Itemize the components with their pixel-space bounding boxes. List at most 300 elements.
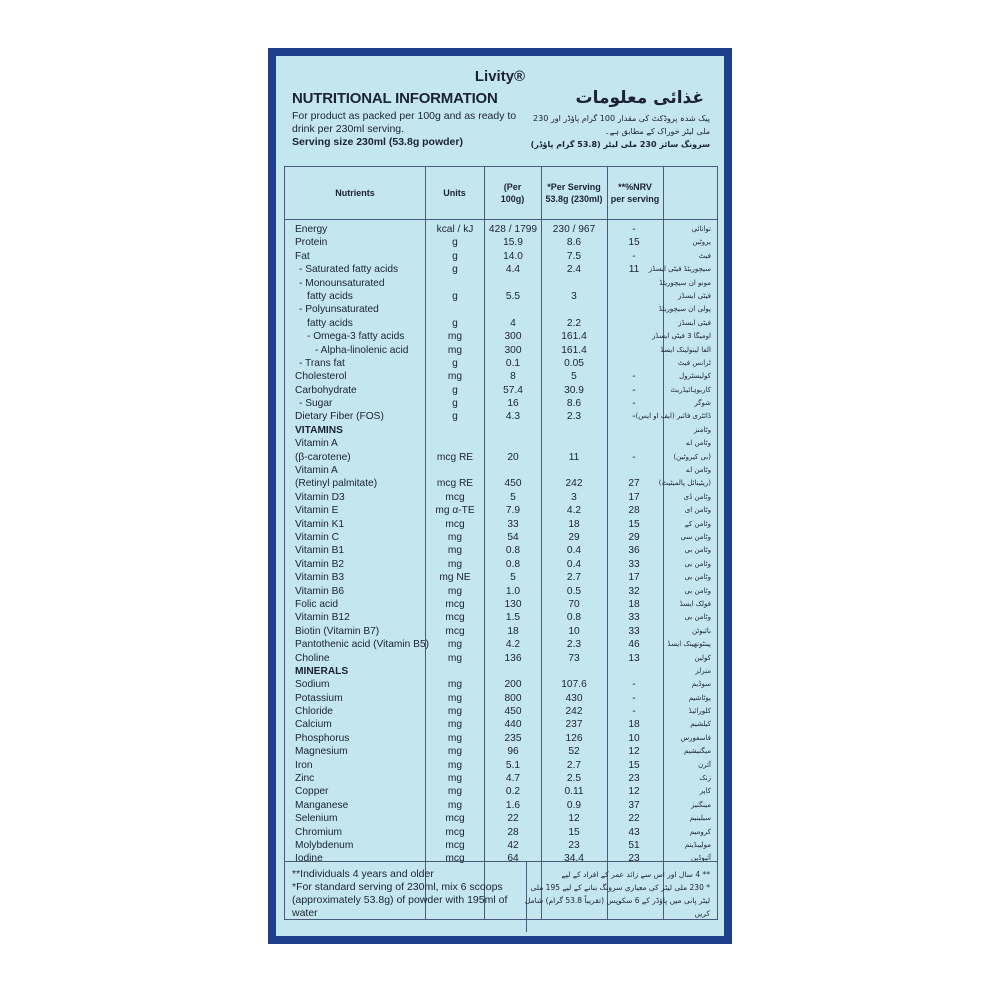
nrv-cell: - — [632, 679, 636, 691]
urdu-name-cell: وٹامن بی — [684, 573, 711, 582]
urdu-name-cell: (ریٹینائل پالمیٹیٹ) — [658, 479, 711, 488]
unit-cell: g — [452, 398, 458, 410]
table-row — [285, 223, 717, 236]
per-100g-cell: 0.1 — [505, 357, 521, 369]
urdu-name-cell: وٹامن بی — [684, 559, 711, 568]
per-100g-cell: 5 — [510, 572, 516, 584]
urdu-name-cell: مولیبڈینم — [684, 840, 711, 849]
nrv-cell: 18 — [628, 719, 640, 731]
table-row — [285, 692, 717, 705]
table-row — [285, 236, 717, 249]
urdu-name-cell: مونو ان سیچوریٹڈ — [659, 278, 711, 287]
nutrient-name: Sodium — [295, 679, 330, 691]
nutrient-name: Vitamin B6 — [295, 585, 345, 597]
nrv-cell: 51 — [628, 839, 640, 851]
per-100g-cell: 57.4 — [503, 384, 523, 396]
per-serving-cell: 8.6 — [566, 398, 582, 410]
unit-cell: mg — [447, 773, 463, 785]
nutrient-name: Zinc — [295, 773, 315, 785]
nutrient-name: Calcium — [295, 719, 332, 731]
table-row — [285, 718, 717, 731]
urdu-name-cell: فیٹی ایسڈز — [678, 318, 711, 327]
table-row — [285, 652, 717, 665]
nutrient-name: Copper — [295, 786, 329, 798]
per-serving-cell: 3 — [571, 290, 577, 302]
nrv-cell: 23 — [628, 853, 640, 865]
unit-cell: mcg — [445, 598, 465, 610]
table-row — [285, 250, 717, 263]
nutrient-name: Potassium — [295, 692, 343, 704]
nutrition-panel — [276, 56, 724, 936]
table-row — [285, 665, 717, 678]
nutrient-name: MINERALS — [295, 665, 349, 677]
nrv-cell: 23 — [628, 773, 640, 785]
per-100g-cell: 8 — [510, 371, 516, 383]
table-row — [285, 410, 717, 423]
per-100g-cell: 428 / 1799 — [488, 224, 538, 235]
nrv-cell: - — [632, 411, 636, 423]
per-100g-cell: 800 — [504, 692, 522, 704]
nrv-cell: 15 — [628, 237, 640, 249]
footnotes — [284, 861, 718, 932]
table-row — [285, 598, 717, 611]
unit-cell: mg — [447, 786, 463, 798]
urdu-name-cell: میگنیشیم — [684, 747, 711, 756]
unit-cell: g — [452, 357, 458, 369]
per-serving-cell: 73 — [568, 652, 580, 664]
nutrient-name: Fat — [295, 250, 310, 262]
per-serving-cell: 3 — [571, 491, 577, 503]
nrv-cell: 17 — [628, 572, 640, 584]
per-100g-cell: 450 — [504, 478, 522, 490]
table-row — [285, 759, 717, 772]
table-row — [285, 785, 717, 798]
nutrient-name: - Monounsaturated — [299, 277, 385, 289]
urdu-name-cell: اومیگا 3 فیٹی ایسڈز — [652, 332, 711, 341]
nrv-cell: 33 — [628, 612, 640, 624]
nutrient-name: - Trans fat — [299, 357, 345, 369]
nutrient-name: Iodine — [295, 853, 323, 865]
nrv-cell: 12 — [628, 786, 640, 798]
nrv-cell: 12 — [628, 746, 640, 758]
nutrient-name: Magnesium — [295, 746, 348, 758]
nutrient-name: Selenium — [295, 813, 338, 825]
unit-cell: kcal / kJ — [436, 224, 474, 235]
nrv-cell: - — [632, 692, 636, 704]
intro-english — [292, 110, 537, 149]
unit-cell: mcg — [445, 826, 465, 838]
serving-size-ur: سرونگ سائز 230 ملی لیٹر (53.8 گرام پاؤڈر) — [530, 140, 710, 149]
footnote-ur-1: ** 4 سال اور اس سے زائد عمر کے افراد کے لیے — [561, 870, 710, 879]
unit-cell: mg — [447, 679, 463, 691]
per-100g-cell: 450 — [504, 706, 522, 718]
per-serving-cell: 0.8 — [566, 612, 582, 624]
per-serving-cell: 230 / 967 — [552, 224, 596, 235]
urdu-name-cell: ٹرانس فیٹ — [677, 358, 711, 367]
urdu-name-cell: کلورائیڈ — [688, 707, 711, 716]
per-100g-cell: 1.0 — [505, 585, 521, 597]
unit-cell: mg α-TE — [435, 505, 475, 517]
nutrient-name: Vitamin B1 — [295, 545, 345, 557]
nutrient-name: Vitamin E — [295, 505, 339, 517]
per-100g-cell: 130 — [504, 598, 522, 610]
unit-cell: g — [452, 411, 458, 423]
per-100g-cell: 300 — [504, 344, 522, 356]
per-100g-cell: 5.5 — [505, 290, 521, 302]
nutrient-name: fatty acids — [307, 290, 353, 302]
per-100g-cell: 0.2 — [505, 786, 521, 798]
per-100g-cell: 18 — [507, 625, 519, 637]
nrv-cell: 18 — [628, 598, 640, 610]
table-row — [285, 344, 717, 357]
title-english: NUTRITIONAL INFORMATION — [292, 90, 498, 107]
per-100g-cell: 22 — [507, 813, 519, 825]
nrv-cell: 33 — [628, 625, 640, 637]
table-row — [285, 839, 717, 852]
per-serving-cell: 34.4 — [564, 853, 584, 865]
table-row — [285, 317, 717, 330]
unit-cell: mcg — [445, 813, 465, 825]
table-row — [285, 290, 717, 303]
unit-cell: mg — [447, 746, 463, 758]
per-serving-cell: 161.4 — [561, 331, 587, 343]
nrv-cell: 43 — [628, 826, 640, 838]
urdu-name-cell: وٹامن کے — [684, 519, 711, 528]
header-per-serving: *Per Serving 53.8g (230ml) — [545, 182, 603, 204]
nrv-cell: 15 — [628, 759, 640, 771]
table-row — [285, 544, 717, 557]
nutrient-name: Carbohydrate — [295, 384, 357, 396]
header-nutrients: Nutrients — [335, 188, 375, 198]
unit-cell: mg — [447, 759, 463, 771]
nutrient-name: fatty acids — [307, 317, 353, 329]
table-row — [285, 277, 717, 290]
unit-cell: g — [452, 264, 458, 276]
per-serving-cell: 70 — [568, 598, 580, 610]
unit-cell: mg — [447, 706, 463, 718]
table-row — [285, 678, 717, 691]
per-100g-cell: 96 — [507, 746, 519, 758]
per-serving-cell: 29 — [568, 531, 580, 543]
table-row — [285, 504, 717, 517]
nrv-cell: 37 — [628, 799, 640, 811]
urdu-name-cell: سیچوریٹڈ فیٹی ایسڈز — [648, 265, 711, 274]
urdu-name-cell: مینگنیز — [691, 800, 711, 809]
urdu-name-cell: وٹامنز — [693, 425, 711, 434]
per-100g-cell: 42 — [507, 839, 519, 851]
nrv-cell: 32 — [628, 585, 640, 597]
per-100g-cell: 5.1 — [505, 759, 521, 771]
table-row — [285, 424, 717, 437]
nutrient-name: Energy — [295, 224, 328, 235]
per-serving-cell: 242 — [565, 706, 583, 718]
header-nrv: **%NRV per serving — [610, 182, 660, 204]
intro-urdu — [525, 112, 710, 151]
per-100g-cell: 4.7 — [505, 773, 521, 785]
table-row — [285, 732, 717, 745]
per-100g-cell: 136 — [504, 652, 522, 664]
table-row — [285, 330, 717, 343]
urdu-name-cell: پولی ان سیچوریٹڈ — [658, 305, 711, 314]
nrv-cell: 29 — [628, 531, 640, 543]
urdu-name-cell: وٹامن ای — [684, 506, 711, 515]
per-serving-cell: 2.3 — [566, 639, 582, 651]
table-row — [285, 263, 717, 276]
nutrient-name: Chromium — [295, 826, 342, 838]
urdu-name-cell: فاسفورس — [680, 733, 711, 742]
per-serving-cell: 0.5 — [566, 585, 582, 597]
nrv-cell: 15 — [628, 518, 640, 530]
unit-cell: mg — [447, 585, 463, 597]
table-row — [285, 437, 717, 450]
unit-cell: mcg — [445, 625, 465, 637]
urdu-name-cell: سیلینیم — [689, 814, 711, 823]
nrv-cell: 13 — [628, 652, 640, 664]
per-serving-cell: 126 — [565, 732, 583, 744]
unit-cell: mg — [447, 639, 463, 651]
per-serving-cell: 2.7 — [566, 759, 582, 771]
per-100g-cell: 0.8 — [505, 558, 521, 570]
urdu-name-cell: وٹامن بی — [684, 546, 711, 555]
nutrient-name: Protein — [295, 237, 328, 249]
unit-cell: mcg — [445, 491, 465, 503]
per-serving-cell: 0.11 — [564, 786, 584, 798]
nrv-cell: 28 — [628, 505, 640, 517]
urdu-name-cell: فیٹ — [698, 251, 711, 260]
unit-cell: mg — [447, 545, 463, 557]
table-row — [285, 451, 717, 464]
urdu-name-cell: وٹامن سی — [680, 532, 711, 541]
nutrient-name: Vitamin K1 — [295, 518, 345, 530]
urdu-name-cell: وٹامن اے — [686, 466, 711, 475]
nutrient-name: Vitamin A — [295, 465, 338, 477]
per-100g-cell: 300 — [504, 331, 522, 343]
table-row — [285, 303, 717, 316]
nrv-cell: - — [632, 371, 636, 383]
per-100g-cell: 5 — [510, 491, 516, 503]
nutrient-name: Iron — [295, 759, 313, 771]
nutrient-name: Vitamin C — [295, 531, 339, 543]
package-panel — [268, 48, 732, 944]
table-row — [285, 705, 717, 718]
nutrient-name: - Polyunsaturated — [299, 304, 379, 316]
urdu-name-cell: (بی کیروٹین) — [673, 452, 711, 461]
table-row — [285, 491, 717, 504]
nutrient-name: Pantothenic acid (Vitamin B5) — [295, 639, 430, 651]
nutrient-name: - Alpha-linolenic acid — [315, 344, 409, 356]
per-100g-cell: 235 — [504, 732, 522, 744]
per-serving-cell: 237 — [565, 719, 583, 731]
nutrient-name: Vitamin B3 — [295, 572, 345, 584]
footnotes-urdu — [520, 868, 710, 920]
per-100g-cell: 7.9 — [505, 505, 521, 517]
per-100g-cell: 4.2 — [505, 639, 521, 651]
per-serving-cell: 10 — [568, 625, 580, 637]
footnote-ur-2: * 230 ملی لیٹر کی معیاری سرونگ بنانے کے لیے 195 ملی لیٹر پانی میں پاؤڈر کے 6 سکوپس (تقریباً 53.8 گرام) شامل کریں — [524, 883, 710, 918]
nutrient-name: Manganese — [295, 799, 349, 811]
nutrient-name: Vitamin A — [295, 438, 338, 450]
per-serving-cell: 0.4 — [566, 545, 582, 557]
unit-cell: mg — [447, 331, 463, 343]
per-serving-cell: 2.5 — [566, 773, 582, 785]
unit-cell: mcg — [445, 612, 465, 624]
nutrient-name: - Omega-3 fatty acids — [307, 331, 405, 343]
table-row — [285, 477, 717, 490]
urdu-name-cell: پروٹین — [692, 238, 711, 247]
unit-cell: g — [452, 384, 458, 396]
per-serving-cell: 2.2 — [566, 317, 582, 329]
per-serving-cell: 7.5 — [566, 250, 582, 262]
per-serving-cell: 0.05 — [564, 357, 584, 369]
per-100g-cell: 15.9 — [503, 237, 523, 249]
nrv-cell: - — [632, 384, 636, 396]
per-serving-cell: 2.3 — [566, 411, 582, 423]
per-serving-cell: 161.4 — [561, 344, 587, 356]
table-row — [285, 518, 717, 531]
unit-cell: mg — [447, 692, 463, 704]
nutrient-name: (Retinyl palmitate) — [295, 478, 378, 490]
table-row — [285, 745, 717, 758]
urdu-name-cell: ڈائٹری فائبر (ایف او ایس) — [635, 412, 711, 421]
nrv-cell: 22 — [628, 813, 640, 825]
nrv-cell: 11 — [628, 264, 640, 276]
per-100g-cell: 20 — [507, 451, 519, 463]
nutrient-name: (β-carotene) — [295, 451, 351, 463]
unit-cell: mg — [447, 732, 463, 744]
per-serving-cell: 11 — [568, 451, 580, 463]
per-serving-cell: 242 — [565, 478, 583, 490]
urdu-name-cell: زنک — [699, 774, 711, 783]
table-row — [285, 625, 717, 638]
per-100g-cell: 28 — [507, 826, 519, 838]
urdu-name-cell: کولین — [694, 653, 711, 662]
table-row — [285, 531, 717, 544]
urdu-name-cell: آئیوڈین — [690, 854, 711, 863]
per-100g-cell: 64 — [507, 853, 519, 865]
per-serving-cell: 4.2 — [566, 505, 582, 517]
unit-cell: mcg — [445, 518, 465, 530]
table-row — [285, 464, 717, 477]
urdu-name-cell: توانائی — [691, 225, 711, 233]
nrv-cell: 33 — [628, 558, 640, 570]
header-units: Units — [443, 188, 466, 198]
table-row — [285, 357, 717, 370]
unit-cell: mg — [447, 531, 463, 543]
unit-cell: mg — [447, 719, 463, 731]
footnote-en-1: **Individuals 4 years and older — [292, 868, 434, 880]
per-serving-cell: 8.6 — [566, 237, 582, 249]
urdu-name-cell: آئرن — [698, 760, 711, 769]
brand-name: Livity® — [474, 68, 526, 85]
urdu-name-cell: منرلز — [695, 666, 711, 675]
per-100g-cell: 200 — [504, 679, 522, 691]
nutrient-name: Vitamin B12 — [295, 612, 350, 624]
urdu-name-cell: بائیوٹن — [691, 626, 711, 635]
nutrient-name: Vitamin D3 — [295, 491, 345, 503]
per-serving-cell: 0.4 — [566, 558, 582, 570]
header-per-100g: (Per 100g) — [500, 182, 525, 204]
unit-cell: mg — [447, 558, 463, 570]
table-row — [285, 571, 717, 584]
urdu-name-cell: پینٹوتھینک ایسڈ — [667, 640, 711, 649]
footnote-en-2: *For standard serving of 230ml, mix 6 scoops (approximately 53.8g) of powder with 195ml of water — [292, 881, 508, 919]
nrv-cell: - — [632, 398, 636, 410]
unit-cell: mcg RE — [436, 478, 474, 490]
nrv-cell: 27 — [628, 478, 640, 490]
per-serving-cell: 23 — [568, 839, 580, 851]
per-100g-cell: 54 — [507, 531, 519, 543]
per-100g-cell: 4 — [510, 317, 516, 329]
unit-cell: g — [452, 237, 458, 249]
nutrient-name: Phosphorus — [295, 732, 350, 744]
per-serving-cell: 30.9 — [564, 384, 584, 396]
per-100g-cell: 14.0 — [503, 250, 523, 262]
per-100g-cell: 4.3 — [505, 411, 521, 423]
serving-size-en: Serving size 230ml (53.8g powder) — [292, 136, 463, 148]
header-divider — [285, 219, 717, 220]
urdu-name-cell: کرومیم — [689, 827, 711, 836]
nrv-cell: 36 — [628, 545, 640, 557]
table-row — [285, 638, 717, 651]
per-serving-cell: 5 — [571, 371, 577, 383]
per-serving-cell: 430 — [565, 692, 583, 704]
table-row — [285, 826, 717, 839]
table-row — [285, 585, 717, 598]
urdu-name-cell: وٹامن اے — [686, 439, 711, 448]
per-100g-cell: 440 — [504, 719, 522, 731]
unit-cell: mcg — [445, 853, 465, 865]
per-serving-cell: 0.9 — [566, 799, 582, 811]
urdu-name-cell: وٹامن بی — [684, 586, 711, 595]
per-serving-cell: 12 — [568, 813, 580, 825]
label-header — [276, 56, 724, 166]
intro-text-en: For product as packed per 100g and as ready to drink per 230ml serving. — [292, 110, 517, 135]
urdu-name-cell: کاپر — [699, 787, 711, 796]
unit-cell: g — [452, 317, 458, 329]
urdu-name-cell: الفا لینولینک ایسڈ — [660, 345, 711, 354]
per-serving-cell: 15 — [568, 826, 580, 838]
nutrient-name: Molybdenum — [295, 839, 354, 851]
nutrient-name: Folic acid — [295, 598, 339, 610]
nutrition-table — [284, 166, 718, 920]
unit-cell: mcg — [445, 839, 465, 851]
urdu-name-cell: وٹامن ڈی — [683, 492, 711, 501]
nrv-cell: - — [632, 451, 636, 463]
per-serving-cell: 2.7 — [566, 572, 582, 584]
per-100g-cell: 1.6 — [505, 799, 521, 811]
nrv-cell: 10 — [628, 732, 640, 744]
nutrient-name: Cholesterol — [295, 371, 347, 383]
per-100g-cell: 4.4 — [505, 264, 521, 276]
unit-cell: mg — [447, 799, 463, 811]
urdu-name-cell: فولک ایسڈ — [679, 599, 711, 608]
nutrient-name: Biotin (Vitamin B7) — [295, 625, 380, 637]
nrv-cell: - — [632, 224, 636, 235]
table-row — [285, 558, 717, 571]
table-row — [285, 812, 717, 825]
nutrient-name: Chloride — [295, 706, 333, 718]
per-serving-cell: 52 — [568, 746, 580, 758]
table-row — [285, 611, 717, 624]
table-row — [285, 799, 717, 812]
nutrient-name: VITAMINS — [295, 424, 343, 436]
urdu-name-cell: شوگر — [694, 399, 711, 408]
per-serving-cell: 107.6 — [561, 679, 587, 691]
nutrient-rows — [285, 223, 717, 866]
nrv-cell: - — [632, 706, 636, 718]
urdu-name-cell: وٹامن بی — [684, 613, 711, 622]
per-serving-cell: 2.4 — [566, 264, 582, 276]
